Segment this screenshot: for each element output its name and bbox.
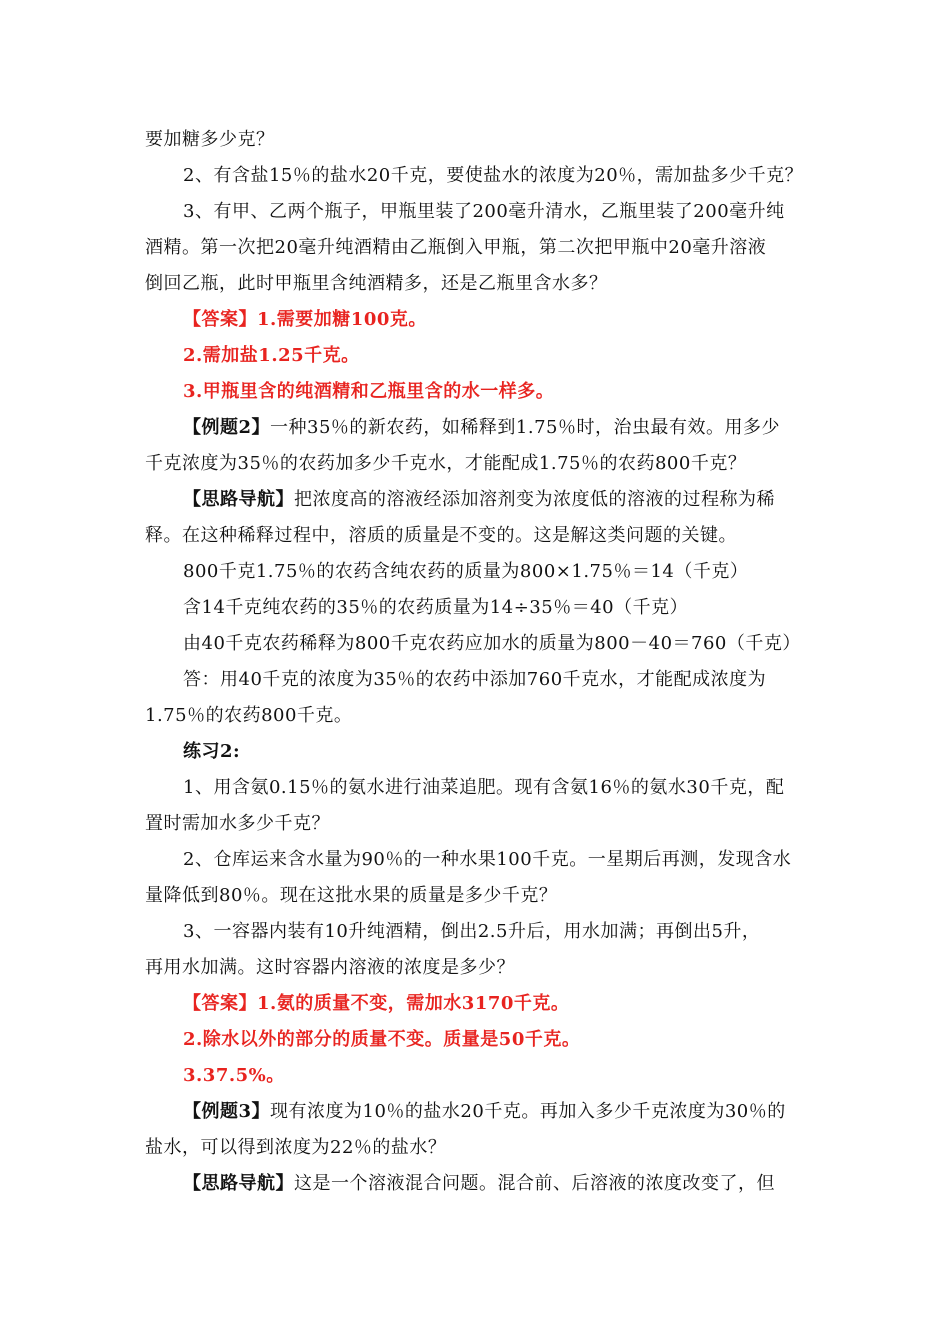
example-text: 现有浓度为10％的盐水20千克。再加入多少千克浓度为30％的 — [270, 1101, 786, 1122]
text-line: 再用水加满。这时容器内溶液的浓度是多少？ — [145, 957, 515, 978]
guide-label: 【思路导航】 — [183, 489, 294, 510]
guide-heading — [145, 1166, 810, 1202]
answer-line: 【答案】1.氨的质量不变，需加水3170千克。 — [183, 993, 570, 1014]
calc-line: 800千克1.75％的农药含纯农药的质量为800×1.75％＝14（千克） — [183, 561, 749, 582]
text-line: 量降低到80％。现在这批水果的质量是多少千克？ — [145, 885, 558, 906]
example-text: 一种35％的新农药，如稀释到1.75％时，治虫最有效。用多少 — [270, 417, 781, 438]
practice-question-3: 3、一容器内装有10升纯酒精，倒出2.5升后，用水加满；再倒出5升， — [183, 921, 761, 942]
text-line: 置时需加水多少千克？ — [145, 813, 330, 834]
answer-line: 2.除水以外的部分的质量不变。质量是50千克。 — [183, 1029, 581, 1050]
calc-line: 含14千克纯农药的35％的农药质量为14÷35％＝40（千克） — [183, 597, 689, 618]
text-line: 1.75％的农药800千克。 — [145, 705, 353, 726]
answer-line: 3.37.5%。 — [183, 1065, 285, 1086]
text-line: 千克浓度为35％的农药加多少千克水，才能配成1.75％的农药800千克？ — [145, 453, 747, 474]
practice-question-3: 3、有甲、乙两个瓶子，甲瓶里装了200毫升清水，乙瓶里装了200毫升纯 — [183, 201, 785, 222]
practice-heading: 练习2: — [183, 741, 241, 762]
guide-text: 这是一个溶液混合问题。混合前、后溶液的浓度改变了，但 — [294, 1173, 775, 1194]
practice-question-1: 1、用含氨0.15％的氨水进行油菜追肥。现有含氨16％的氨水30千克，配 — [183, 777, 785, 798]
example-label: 【例题3】 — [183, 1101, 271, 1122]
text-line: 盐水，可以得到浓度为22％的盐水？ — [145, 1137, 447, 1158]
answer-line: 2.需加盐1.25千克。 — [183, 345, 360, 366]
practice-question-2: 2、仓库运来含水量为90％的一种水果100千克。一星期后再测，发现含水 — [183, 849, 792, 870]
text-line: 释。在这种稀释过程中，溶质的质量是不变的。这是解这类问题的关键。 — [145, 525, 737, 546]
text-line: 倒回乙瓶，此时甲瓶里含纯酒精多，还是乙瓶里含水多？ — [145, 273, 608, 294]
text-line: 酒精。第一次把20毫升纯酒精由乙瓶倒入甲瓶，第二次把甲瓶中20毫升溶液 — [145, 237, 767, 258]
document-page — [145, 122, 810, 1202]
example-3-heading — [145, 1094, 810, 1130]
answer-text: 答：用40千克的浓度为35％的农药中添加760千克水，才能配成浓度为 — [183, 669, 767, 690]
example-label: 【例题2】 — [183, 417, 271, 438]
guide-heading — [145, 482, 810, 518]
calc-line: 由40千克农药稀释为800千克农药应加水的质量为800－40＝760（千克） — [183, 633, 801, 654]
guide-label: 【思路导航】 — [183, 1173, 294, 1194]
guide-text: 把浓度高的溶液经添加溶剂变为浓度低的溶液的过程称为稀 — [294, 489, 775, 510]
practice-question-2: 2、有含盐15％的盐水20千克，要使盐水的浓度为20％，需加盐多少千克？ — [183, 165, 804, 186]
answer-line: 【答案】1.需要加糖100克。 — [183, 309, 427, 330]
answer-line: 3.甲瓶里含的纯酒精和乙瓶里含的水一样多。 — [183, 381, 555, 402]
text-line: 要加糖多少克？ — [145, 129, 275, 150]
example-2-heading — [145, 410, 810, 446]
